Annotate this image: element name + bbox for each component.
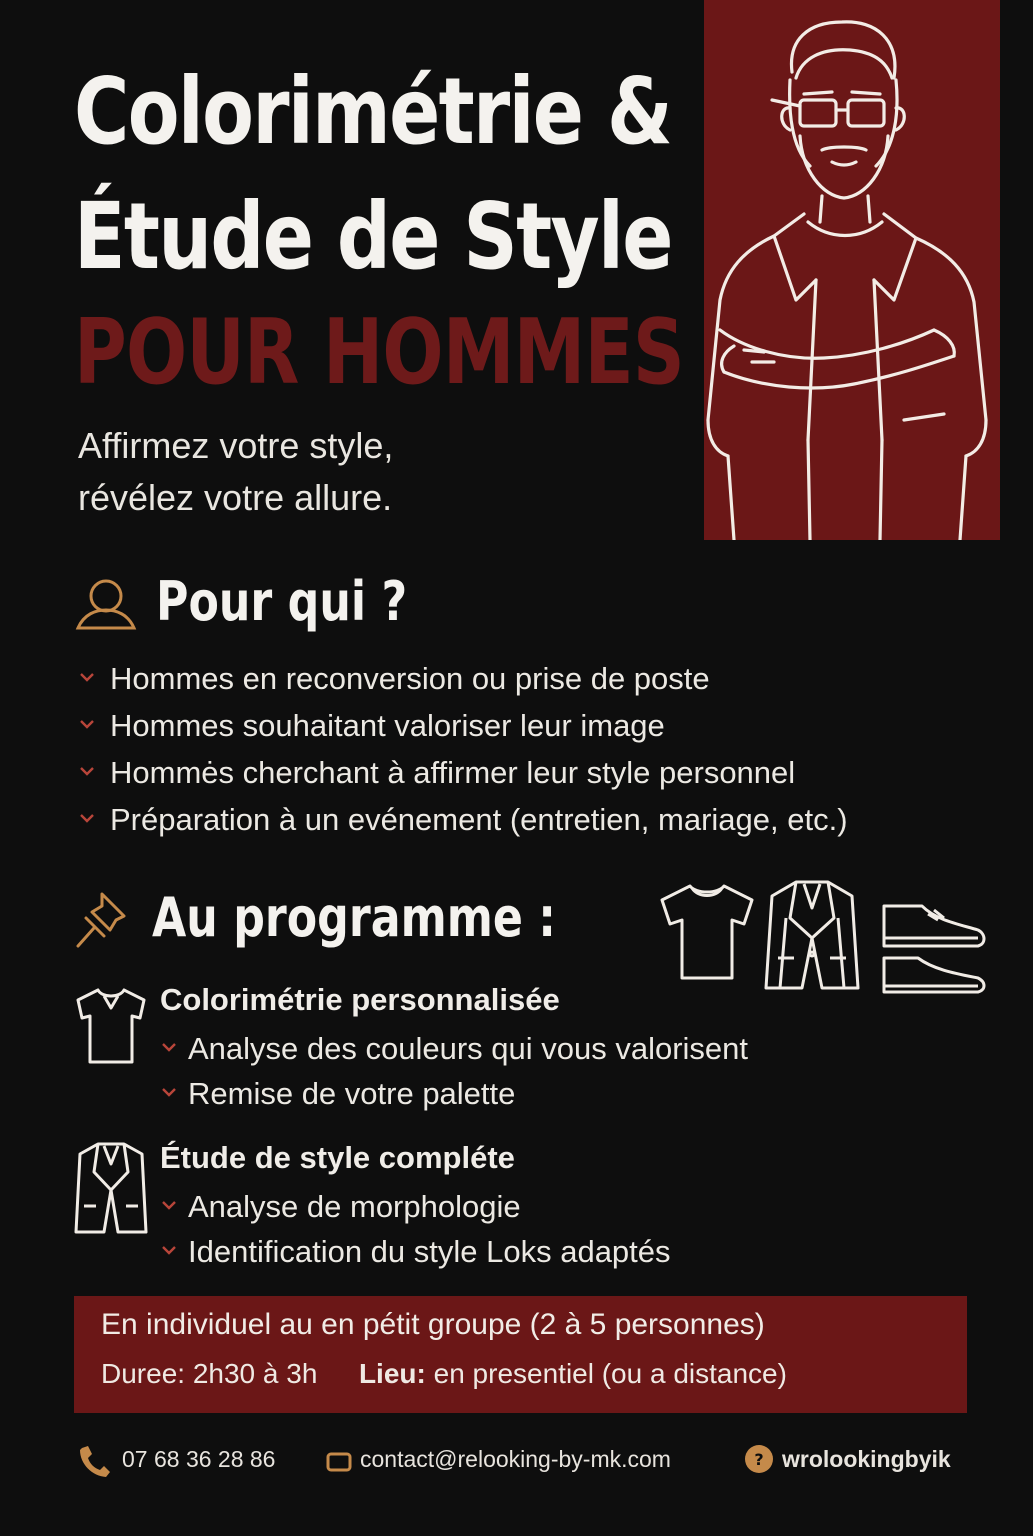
banner-duree: Duree: 2h30 à 3h	[101, 1358, 318, 1389]
list-item: Hommes souhaitant valoriser leur image	[78, 702, 848, 749]
programme-block-title-2: Étude de style compléte	[160, 1140, 515, 1175]
list-item: Hommes en reconversion ou prise de poste	[78, 655, 848, 702]
tagline	[78, 420, 393, 524]
pushpin-icon	[72, 888, 130, 950]
shoes-icon	[878, 898, 990, 994]
footer-phone[interactable]: 07 68 36 28 86	[122, 1446, 276, 1472]
tshirt-icon	[74, 986, 148, 1066]
tagline-line-1: Affirmez votre style,	[78, 425, 394, 466]
chevron-icon	[162, 1087, 176, 1097]
chevron-icon	[80, 766, 94, 776]
list-item: Hommės cherchant à affirmer leur style personnel	[78, 749, 848, 796]
programme-heading: Au programme :	[152, 886, 557, 949]
blazer-icon	[762, 878, 862, 994]
banner-lieu-value: en presentiel (ou a distance)	[433, 1358, 787, 1389]
footer	[0, 1440, 1033, 1480]
banner-format: En individuel au en pétit groupe (2 à 5 personnes)	[101, 1308, 765, 1341]
footer-social[interactable]: wrolookingbyik	[782, 1446, 951, 1472]
chevron-icon	[80, 813, 94, 823]
title-line-3: POUR HOMMES	[74, 300, 684, 405]
chevron-icon	[80, 672, 94, 682]
pour-qui-list	[78, 655, 848, 843]
list-item: Identification du style Loks adaptés	[160, 1229, 671, 1274]
info-banner	[74, 1296, 967, 1413]
chevron-icon	[162, 1245, 176, 1255]
svg-text:?: ?	[754, 1450, 764, 1469]
chevron-icon	[162, 1200, 176, 1210]
pour-qui-heading: Pour qui ?	[156, 570, 408, 633]
chevron-icon	[80, 719, 94, 729]
social-icon	[744, 1444, 774, 1474]
banner-lieu-label: Lieu:	[358, 1358, 426, 1389]
person-icon	[74, 576, 138, 634]
phone-icon	[76, 1444, 110, 1478]
footer-email[interactable]: contact@relooking-by-mk.com	[360, 1446, 671, 1472]
tshirt-icon	[656, 880, 758, 984]
programme-block-list-1	[160, 1026, 748, 1116]
blazer-icon	[72, 1140, 150, 1236]
tagline-line-2: révélez votre allure.	[78, 477, 393, 518]
title-line-2: Étude de Style	[74, 183, 672, 290]
man-illustration-panel	[704, 0, 1000, 540]
email-icon	[326, 1452, 352, 1472]
programme-block-title-1: Colorimétrie personnalisée	[160, 982, 560, 1017]
man-illustration	[704, 0, 1000, 540]
chevron-icon	[162, 1042, 176, 1052]
list-item: Préparation à un evénement (entretien, mariage, etc.)	[78, 796, 848, 843]
list-item: Analyse de morphologie	[160, 1184, 671, 1229]
banner-details	[101, 1358, 787, 1390]
programme-block-list-2	[160, 1184, 671, 1274]
list-item: Analyse des couleurs qui vous valorisent	[160, 1026, 748, 1071]
list-item: Remise de votre palette	[160, 1071, 748, 1116]
title-line-1: Colorimétrie &	[74, 58, 672, 165]
